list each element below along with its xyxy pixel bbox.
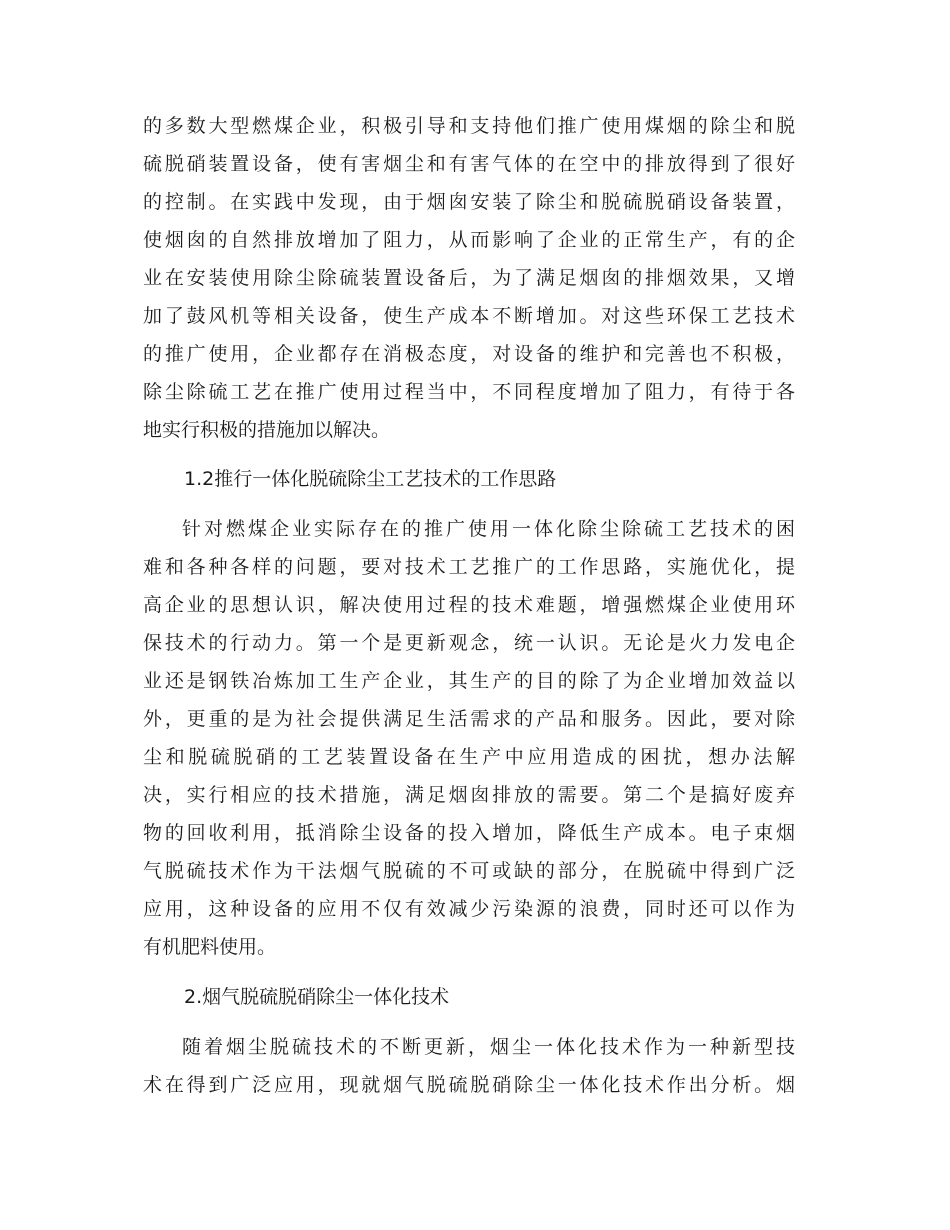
- paragraph-3-line: 随着烟尘脱硫技术的不断更新，烟尘一体化技术作为一种新型技: [182, 1036, 795, 1058]
- paragraph-2-line: 气脱硫技术作为干法烟气脱硫的不可或缺的部分，在脱硫中得到广泛: [143, 860, 795, 882]
- paragraph-2-line: 保技术的行动力。第一个是更新观念，统一认识。无论是火力发电企: [143, 632, 795, 654]
- paragraph-1-line: 的推广使用，企业都存在消极态度，对设备的维护和完善也不积极，: [143, 343, 795, 365]
- paragraph-3-line: 术在得到广泛应用，现就烟气脱硫脱硝除尘一体化技术作出分析。烟: [143, 1074, 795, 1096]
- paragraph-1-line: 加了鼓风机等相关设备，使生产成本不断增加。对这些环保工艺技术: [143, 305, 795, 327]
- paragraph-1-line: 的控制。在实践中发现，由于烟囱安装了除尘和脱硫脱硝设备装置，: [143, 191, 795, 213]
- section-heading-2: 2.烟气脱硫脱硝除尘一体化技术: [184, 986, 450, 1008]
- paragraph-1-line: 硫脱硝装置设备，使有害烟尘和有害气体的在空中的排放得到了很好: [143, 153, 795, 175]
- paragraph-2-line: 针对燃煤企业实际存在的推广使用一体化除尘除硫工艺技术的困: [182, 518, 795, 540]
- paragraph-1-line: 的多数大型燃煤企业，积极引导和支持他们推广使用煤烟的除尘和脱: [143, 115, 795, 137]
- paragraph-2-line: 决，实行相应的技术措施，满足烟囱排放的需要。第二个是搞好废弃: [143, 784, 795, 806]
- paragraph-2-line: 高企业的思想认识，解决使用过程的技术难题，增强燃煤企业使用环: [143, 594, 795, 616]
- paragraph-1-line: 使烟囱的自然排放增加了阻力，从而影响了企业的正常生产，有的企: [143, 229, 795, 251]
- paragraph-2-line: 应用，这种设备的应用不仅有效减少污染源的浪费，同时还可以作为: [143, 898, 795, 920]
- paragraph-2-line: 难和各种各样的问题，要对技术工艺推广的工作思路，实施优化，提: [143, 556, 795, 578]
- paragraph-2-line: 外，更重的是为社会提供满足生活需求的产品和服务。因此，要对除: [143, 708, 795, 730]
- paragraph-2-line: 尘和脱硫脱硝的工艺装置设备在生产中应用造成的困扰，想办法解: [143, 746, 795, 768]
- paragraph-2-line: 物的回收利用，抵消除尘设备的投入增加，降低生产成本。电子束烟: [143, 822, 795, 844]
- paragraph-2-line: 业还是钢铁冶炼加工生产企业，其生产的目的除了为企业增加效益以: [143, 670, 795, 692]
- paragraph-2-line: 有机肥料使用。: [143, 936, 277, 958]
- paragraph-1-line: 业在安装使用除尘除硫装置设备后，为了满足烟囱的排烟效果，又增: [143, 267, 795, 289]
- paragraph-1-line: 除尘除硫工艺在推广使用过程当中，不同程度增加了阻力，有待于各: [143, 381, 795, 403]
- paragraph-1-line: 地实行积极的措施加以解决。: [143, 419, 391, 441]
- section-heading-1-2: 1.2推行一体化脱硫除尘工艺技术的工作思路: [184, 468, 557, 490]
